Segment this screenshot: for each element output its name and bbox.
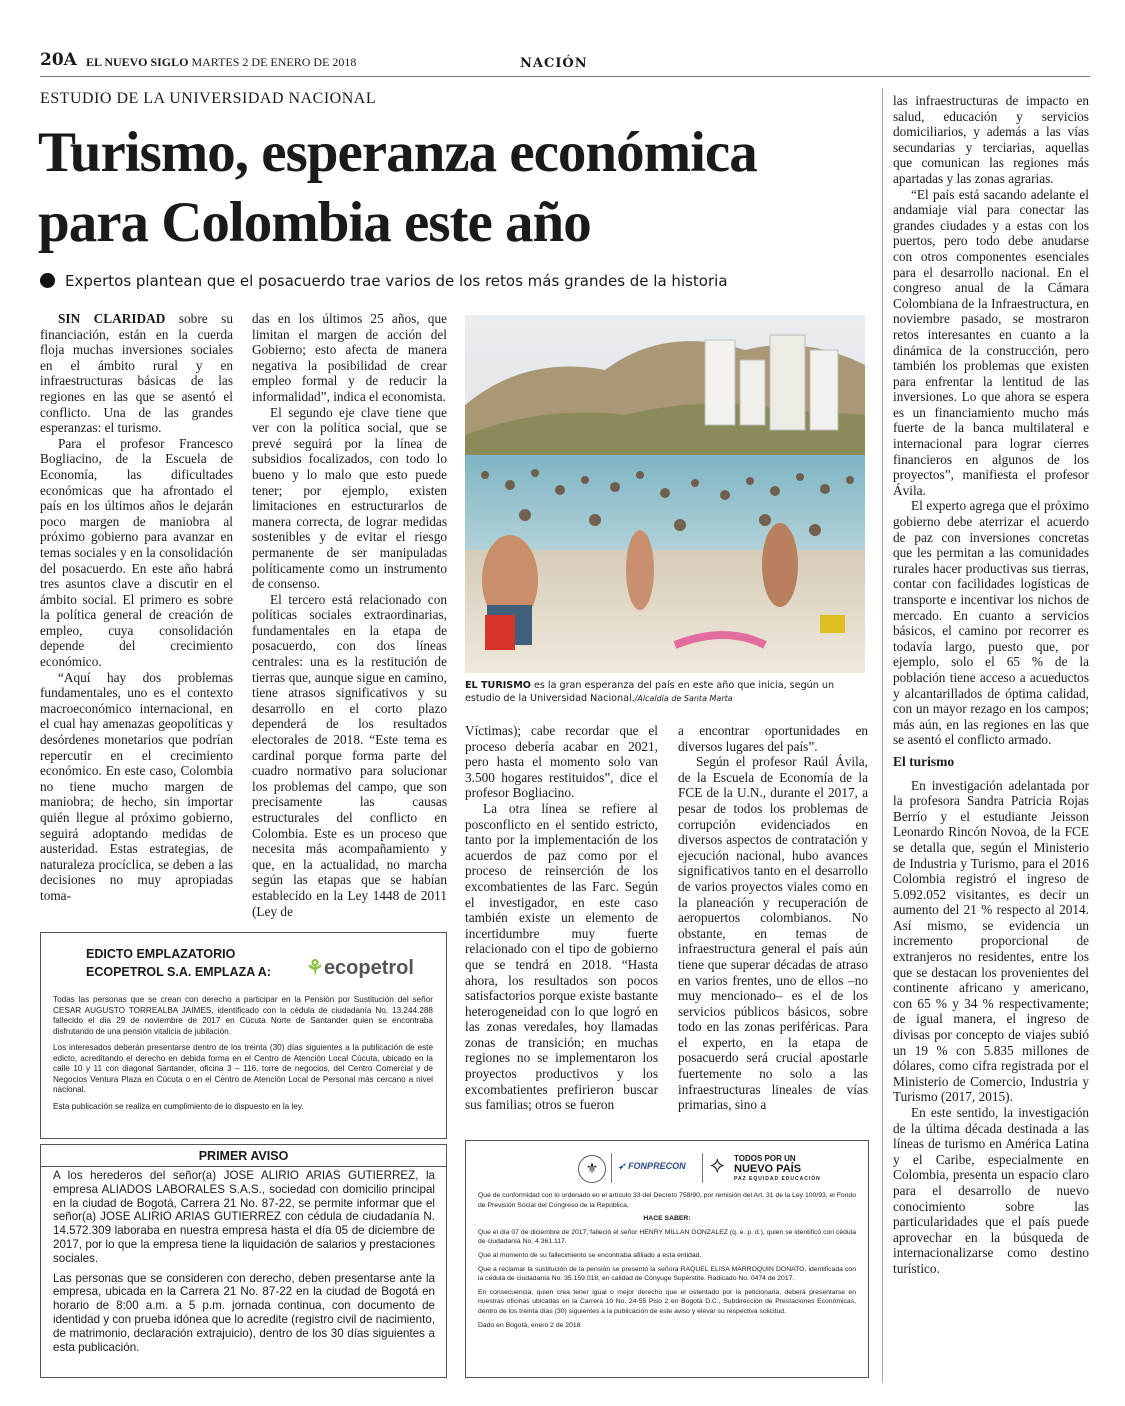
edict-title: EDICTO EMPLAZATORIO bbox=[86, 947, 236, 961]
column-divider bbox=[882, 88, 883, 1383]
paragraph: Que al momento de su fallecimiento se encontraba afiliado a esta entidad. bbox=[478, 1251, 702, 1259]
paragraph: Esta publicación se realiza en cumplimiento de lo dispuesto en la ley. bbox=[53, 1101, 304, 1111]
paragraph: Que a reclamar la sustitución de la pensión se presentó la señora RAQUEL ELISA MARROQUIN DONATO, identificada con la cédula de ciudadanía No. 35.159.018, en calidad de Cónyuge Supérstite. Radicado No. 0474 de 2017. bbox=[478, 1265, 856, 1283]
photo-credit: /Alcaldía de Santa Marta bbox=[634, 694, 733, 703]
kicker: ESTUDIO DE LA UNIVERSIDAD NACIONAL bbox=[40, 90, 377, 107]
paper-name: EL NUEVO SIGLO bbox=[86, 55, 189, 69]
subheading: El turismo bbox=[893, 753, 955, 769]
paragraph: las infraestructuras de impacto en salud, educación y servicios domiciliarios, y además a las vías secundarias y terciarias, aquellas que comunican las regiones más apartadas y las zonas agrarias. bbox=[893, 93, 1089, 186]
paragraph: a encontrar oportunidades en diversos lugares del país”. bbox=[678, 723, 868, 754]
paragraph: En investigación adelantada por la profesora Sandra Patricia Rojas Berrío y el estudiante Jeisson Leonardo Rincón Novoa, de la FCE se detalla que, según el Ministerio de Industria y Turismo, para el 2016 Colombia registró el ingreso de 5.092.052 visitantes, es decir un aumento del 21 % respecto al 2014. Así mismo, se evidencia un incremento proporcional de extranjeros no residentes, entre los que se destacan los provenientes del continente africano y americano, con 65 % y 34 % respectivamente; de igual manera, el ingreso de divisas por concepto de viajes subió un 19 % con 5.835 millones de dólares, como cifra registrada por el Ministerio de Comercio, Industria y Turismo (2017, 2015). bbox=[893, 777, 1089, 1105]
photo-caption bbox=[465, 679, 865, 705]
paragraph: “Aquí hay dos problemas fundamentales, uno es el contexto macroeconómico internacional, en el cual hay amenazas geopolíticas y desórdenes monetarios que podrían repercutir en el crecimiento económico. En este caso, Colombia no tiene mucho margen de maniobra; de hecho, sin importar quién llegue al próximo gobierno, seguirá adoptando medidas de austeridad. Estas estrategias, de naturaleza procíclica, se deben a las decisiones no muy apropiadas toma- bbox=[40, 669, 233, 903]
paragraph: Para el profesor Francesco Bogliacino, de la Escuela de Economía, las dificultades económicas que ha afrontado el país en los últimos años le dejarán poco margen de maniobra al próximo gobierno para avanzar en temas sociales y en la consolidación del posacuerdo. En este año habrá tres asuntos clave a discutir en el ámbito social. El primero es sobre la política general de creación de empleo, cuya consolidación depende del crecimiento económico. bbox=[40, 435, 233, 670]
fonprecon-body bbox=[478, 1191, 856, 1334]
caption-text: es la gran esperanza del país en este año que inicia, según un estudio de la Universidad Nacional. bbox=[465, 680, 835, 704]
fonprecon-ad bbox=[465, 1140, 869, 1378]
article-column-1 bbox=[40, 311, 233, 904]
issue-date: MARTES 2 DE ENERO DE 2018 bbox=[191, 55, 357, 69]
paragraph: Todas las personas que se crean con derecho a participar en la Pensión por Sustitución del señor CESAR AUGUSTO TORREALBA JAIMES, identificado con la cédula de ciudadanía No. 13.244.288 fallecido el día 29 de noviembre de 2017 en Cúcuta Norte de Santander quien se encontraba disfrutando de una pensión vitalicia de jubilación. bbox=[53, 995, 433, 1036]
fonprecon-swoosh-icon: ➶ bbox=[618, 1161, 626, 1171]
paragraph: Víctimas); cabe recordar que el proceso debería acabar en 2021, pero hasta el momento solo van 3.500 hogares restituidos”, dice el profesor Bogliacino. bbox=[465, 723, 658, 801]
article-column-3 bbox=[465, 723, 658, 1113]
lead-text: sobre su financiación, están en la cuerda floja muchas inversiones sociales en el ámbito rural y en infraestructuras básicas de las regiones en las que se asentó el conflicto. Una de las grandes esperanzas: el turismo. bbox=[40, 311, 233, 436]
logo-line: PAZ EQUIDAD EDUCACIÓN bbox=[734, 1176, 821, 1182]
beach-photo bbox=[465, 315, 865, 673]
aviso-body bbox=[53, 1169, 435, 1360]
headline: Turismo, esperanza económica para Colombia este año bbox=[38, 121, 757, 254]
logo-line: TODOS POR UN bbox=[734, 1154, 796, 1163]
coat-of-arms-icon: ⚜ bbox=[578, 1155, 606, 1183]
logo-leaf-icon: ⚘ bbox=[306, 957, 324, 979]
paragraph: En este sentido, la investigación de la última década destinada a las líneas de turismo en América Latina y el Caribe, especialmente en Colombia, presenta un espacio claro para el desarrollo de nuevo conocimiento sobre las particularidades que el país puede aprovechar en la búsqueda de internacionalizarse como destino turístico. bbox=[893, 1105, 1089, 1276]
edict-subtitle: ECOPETROL S.A. EMPLAZA A: bbox=[86, 965, 271, 979]
paragraph: El tercero está relacionado con políticas sociales extraordinarias, fundamentales en la etapa de posacuerdo, con dos líneas centrales: una es la restitución de tierras que, aunque sigue en camino, tiene atrasos significativos y su desarrollo en el corto plazo dependerá de los resultados electorales de 2018. “Este tema es cardinal porque forma parte del cuadro normativo para solucionar los problemas del campo, que son precisamente las causas estructurales del conflicto en Colombia. Este es un proceso que necesita más acompañamiento y que, en la actualidad, no marcha según las etapas que se habían establecido en la Ley 1448 de 2011 (Ley de bbox=[252, 591, 447, 919]
logo-text: ecopetrol bbox=[323, 957, 414, 979]
header-rule bbox=[40, 76, 1090, 77]
paragraph: Según el profesor Raúl Ávila, de la Escuela de Economía de la FCE de la U.N., durante el 2017, a pesar de todos los problemas de corrupción evidenciados en diversos aspectos de contratación y ejecución nacional, hubo avances significativos tanto en el desarrollo de varios proyectos viales como en la planeación y recuperación de aeropuertos colombianos. No obstante, en temas de infraestructura general el país aún tiene que superar décadas de atraso en varios frentes, uno de ellos –no muy mencionado– es el de los servicios públicos básicos, sobre todo en las zonas periféricas. Para el experto, en la etapa de posacuerdo será crucial apostarle fuertemente no solo a las infraestructuras lineales de vías primarias, sino a bbox=[678, 754, 868, 1113]
masthead-line bbox=[86, 55, 356, 70]
lead-in: SIN CLARIDAD bbox=[58, 311, 166, 326]
paragraph: Las personas que se consideren con derecho, deben presentarse ante la empresa, ubicada en la Carrera 21 No. 87-22 en la ciudad de Bogotá en horario de 8:00 a.m. a 5 p.m. jornada continua, con documento de identidad y con prueba idónea que lo acredite (registro civil de nacimiento, de matrimonio, declaración extrajuicio), dentro de los 30 días siguientes a esta publicación. bbox=[53, 1271, 435, 1354]
paragraph: El experto agrega que el próximo gobierno debe aterrizar el acuerdo de paz con inversiones concretas que les permitan a las comunidades rurales hacer productivas sus tierras, contar con facilidades logísticas de transporte e incentivar los nichos de mercado. En cuanto a servicios básicos, el camino por recorrer es todavía largo, puesto que, por ejemplo, solo el 65 % de la población tiene acceso a acueductos y alcantarillados de óptima calidad, con un mayor rezago en los campos; más aún, en las regiones en las que se asentó el conflicto armado. bbox=[893, 498, 1089, 748]
article-column-4 bbox=[678, 723, 868, 1113]
paragraph: La otra línea se refiere al posconflicto en el sentido estricto, tanto por la implementación de los acuerdos de paz como por el proceso de reinserción de los excombatientes de las Farc. Según el investigador, en este caso también existe un elemento de incertidumbre muy fuerte relacionado con el tipo de gobierno que se tendrá en 2018. “Hasta ahora, los resultados son pocos satisfactorios porque existe bastante heterogeneidad con lo que logró en las zonas veredales, hoy llamadas zonas de transición; en muchas regiones no se implementaron los proyectos productivos y los excombatientes prefirieron buscar sus familias; otros se fueron bbox=[465, 800, 658, 1113]
paragraph bbox=[40, 311, 233, 436]
fonprecon-logo-text: FONPRECON bbox=[628, 1161, 686, 1171]
logo-line: NUEVO PAÍS bbox=[734, 1163, 802, 1175]
aviso-divider bbox=[41, 1166, 446, 1167]
paragraph: das en los últimos 25 años, que limitan el margen de acción del Gobierno; esto afecta de manera negativa la posibilidad de crear empleo formal y de reducir la informalidad”, indica el economista. bbox=[252, 311, 447, 404]
flag-swoosh-icon: ⟡ bbox=[710, 1153, 725, 1178]
logo-separator bbox=[611, 1153, 612, 1183]
paragraph: En consecuencia, quien crea tener igual o mejor derecho que el ostentado por la peticionaria, deberá presentarse en nuestras oficinas ubicadas en la Carrera 10 No. 24-55 Piso 2 en Bogotá D.C., Subdirección de Prestaciones Económicas, dentro de los treinta días (30) siguientes a la publicación de este aviso y elevar su respectiva solicitud. bbox=[478, 1288, 856, 1315]
ecopetrol-edict-ad bbox=[40, 932, 447, 1139]
paragraph: Que el día 07 de diciembre de 2017, falleció el señor HENRY MILLAN GONZALEZ (q. e. p. d.), quien se identificó con cédula de ciudadanía No. 4.361.117. bbox=[478, 1228, 856, 1246]
paragraph: “El país está sacando adelante el andamiaje vial para conectar las grandes ciudades y a estas con los puertos, pero todo debe anudarse con otros componentes esenciales para el desarrollo nacional. En el congreso anual de la Cámara Colombiana de la Infraestructura, en noviembre pasado, se mostraron retos interesantes en cuanto a la dinámica de la construcción, pero también los problemas que existen para enfrentar la lentitud de las inversiones. Lo que ahora se espera es un financiamiento mucho más fuerte de la banca multilateral e internacional para lograr cierres financieros en algunos de los proyectos”, manifiesta el profesor Ávila. bbox=[893, 186, 1089, 498]
fonprecon-logo bbox=[618, 1161, 686, 1172]
paragraph: Los interesados deberán presentarse dentro de los treinta (30) días siguientes a la publicación de este edicto, acreditando el derecho en debida forma en el Centro de Atención Local Cúcuta, ubicado en la calle 10 y 11 con diagonal Santander, oficina 3 – 116, torre de negocios, del Centro Comercial y de Negocios Ventura Plaza en Cúcuta o en el Centro de Atención Local de Personal más cercano a nivel nacional. bbox=[53, 1043, 433, 1094]
article-column-2 bbox=[252, 311, 447, 919]
bullet-icon bbox=[40, 273, 55, 288]
deck bbox=[40, 272, 820, 290]
article-column-5 bbox=[893, 93, 1089, 1277]
deck-text: Expertos plantean que el posacuerdo trae varios de los retos más grandes de la historia bbox=[65, 272, 728, 290]
section-name: NACIÓN bbox=[520, 56, 588, 71]
edict-body bbox=[53, 995, 433, 1118]
aviso-title: PRIMER AVISO bbox=[198, 1149, 289, 1163]
caption-lead: EL TURISMO bbox=[465, 680, 531, 691]
nuevo-pais-logo bbox=[734, 1154, 821, 1184]
hace-saber: HACE SABER: bbox=[643, 1215, 691, 1223]
paragraph: Que de conformidad con lo ordenado en el artículo 33 del Decreto 758/90, por remisión del Art. 31 de la Ley 100/93, el Fondo de Previsión Social del Congreso de la República, bbox=[478, 1192, 856, 1209]
logo-separator bbox=[702, 1153, 703, 1183]
paragraph: El segundo eje clave tiene que ver con la política social, que se prevé seguirá por la línea de subsidios focalizados, con todo lo bueno y lo malo que esto puede tener; por ejemplo, existen limitaciones en estructurarlos de manera correcta, de lograr medidas sostenibles y de evitar el riesgo permanente de ser manipuladas políticamente como un instrumento de consenso. bbox=[252, 404, 447, 592]
primer-aviso-ad bbox=[40, 1144, 447, 1378]
paragraph: Dado en Bogotá, enero 2 de 2018 bbox=[478, 1321, 581, 1329]
beach-crowd-image bbox=[465, 315, 865, 673]
page-number: 20A bbox=[40, 50, 77, 70]
paragraph: A los herederos del señor(a) JOSE ALIRIO ARIAS GUTIERREZ, la empresa ALIADOS LABORALES S.A.S., sociedad con domicilio principal en la ciudad de Bogotá, Carrera 21 No. 87-22, se permite informar que el señor(a) JOSE ALIRIO ARIAS GUTIERREZ con cédula de ciudadanía N. 14.572.309 laboraba en nuestra empresa hasta el día 05 de diciembre de 2017, por lo que la empresa tiene la liquidación de salarios y prestaciones sociales. bbox=[53, 1169, 435, 1265]
ecopetrol-logo bbox=[306, 955, 414, 980]
